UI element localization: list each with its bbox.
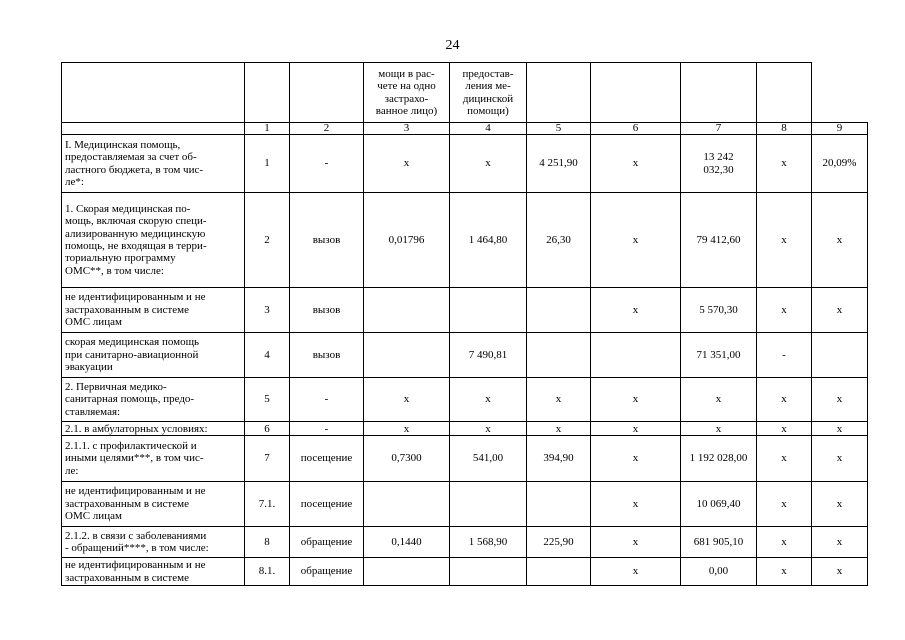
cell-value: 2 — [264, 233, 270, 246]
value-cell-col9 — [757, 193, 812, 288]
value-cell-col6 — [527, 436, 591, 482]
cell-value: x — [403, 393, 410, 406]
value-cell-col7 — [591, 558, 681, 586]
cell-value: вызов — [312, 348, 341, 361]
cell-value: - — [324, 422, 329, 435]
value-cell-col4 — [364, 436, 450, 482]
value-cell-col5 — [450, 135, 527, 193]
value-cell-col3 — [290, 436, 364, 482]
cell-value: x — [781, 535, 787, 548]
row-label-cell — [62, 378, 245, 422]
header-cell-5 — [527, 63, 591, 123]
value-cell-col10 — [812, 135, 868, 193]
value-cell-col8 — [681, 422, 757, 436]
value-cell-col2 — [245, 288, 290, 333]
value-cell-col2 — [245, 135, 290, 193]
table-row — [62, 333, 868, 378]
value-cell-col2 — [245, 193, 290, 288]
row-label-cell — [62, 333, 245, 378]
cell-value: x — [632, 452, 639, 465]
value-cell-col5 — [450, 527, 527, 558]
table-row — [62, 135, 868, 193]
value-cell-col10 — [812, 333, 868, 378]
value-cell-col9 — [757, 482, 812, 527]
cell-value: x — [836, 393, 843, 406]
cell-value: обращение — [300, 565, 353, 578]
value-cell-col5 — [450, 558, 527, 586]
value-cell-col8 — [681, 378, 757, 422]
cell-value: 4 251,90 — [539, 157, 578, 170]
value-cell-col9 — [757, 558, 812, 586]
column-number: 9 — [812, 123, 868, 135]
value-cell-col5 — [450, 378, 527, 422]
value-cell-col4 — [364, 288, 450, 333]
header-text-3: мощи в рас- чете на одно застрахо- ванное лицо) — [375, 67, 438, 117]
value-cell-col6 — [527, 558, 591, 586]
value-cell-col8 — [681, 558, 757, 586]
cell-value: x — [836, 303, 843, 316]
table-row — [62, 288, 868, 333]
table-row — [62, 422, 868, 436]
cell-value: 1 464,80 — [468, 233, 508, 246]
row-label-cell — [62, 436, 245, 482]
value-cell-col8 — [681, 333, 757, 378]
value-cell-col8 — [681, 436, 757, 482]
cell-value: x — [632, 535, 639, 548]
value-cell-col4 — [364, 527, 450, 558]
value-cell-col2 — [245, 422, 290, 436]
row-label: 1. Скорая медицинская по- мощь, включая скорую специ- ализированную медицинскую помощь, не входящая в терри- ториальную программу ОМС**, в том числе: — [65, 202, 207, 277]
value-cell-col3 — [290, 135, 364, 193]
value-cell-col5 — [450, 193, 527, 288]
value-cell-col3 — [290, 193, 364, 288]
value-cell-col8 — [681, 193, 757, 288]
value-cell-col2 — [245, 558, 290, 586]
row-label: скорая медицинская помощь при санитарно-авиационной эвакуации — [65, 336, 200, 374]
cell-value: x — [632, 393, 639, 406]
cell-value: x — [485, 422, 491, 435]
column-number: 1 — [245, 123, 290, 135]
cell-value: 0,00 — [708, 565, 729, 578]
value-cell-col4 — [364, 482, 450, 527]
column-numbers-row — [62, 123, 868, 135]
cell-value: x — [781, 303, 787, 316]
value-cell-col6 — [527, 378, 591, 422]
cell-value: x — [715, 422, 722, 435]
cell-value: x — [403, 422, 410, 435]
table-row — [62, 527, 868, 558]
table-row — [62, 558, 868, 586]
value-cell-col2 — [245, 482, 290, 527]
cell-value: 6 — [264, 422, 270, 435]
cell-value: x — [555, 393, 562, 406]
cell-value: x — [485, 157, 491, 170]
cell-value: 225,90 — [543, 535, 574, 548]
value-cell-col5 — [450, 422, 527, 436]
header-row — [62, 63, 868, 123]
column-number: 3 — [364, 123, 450, 135]
value-cell-col9 — [757, 288, 812, 333]
value-cell-col4 — [364, 558, 450, 586]
row-label: не идентифицированным и не застрахованным в системе — [65, 559, 206, 584]
header-cell-6 — [591, 63, 681, 123]
cell-value: x — [836, 452, 843, 465]
page-number: 24 — [445, 38, 460, 53]
cell-value: 3 — [264, 303, 270, 316]
value-cell-col8 — [681, 482, 757, 527]
cell-value: 79 412,60 — [696, 233, 741, 246]
row-label-cell — [62, 558, 245, 586]
value-cell-col7 — [591, 378, 681, 422]
table-row — [62, 193, 868, 288]
value-cell-col2 — [245, 527, 290, 558]
value-cell-col6 — [527, 482, 591, 527]
value-cell-col9 — [757, 436, 812, 482]
cell-value: 13 242 032,30 — [703, 151, 734, 176]
cell-value: x — [781, 393, 787, 406]
header-cell-7 — [681, 63, 757, 123]
cell-value: x — [836, 565, 843, 578]
cell-value: x — [781, 233, 787, 246]
value-cell-col7 — [591, 527, 681, 558]
value-cell-col7 — [591, 436, 681, 482]
blank-number-cell — [62, 123, 245, 135]
value-cell-col9 — [757, 135, 812, 193]
value-cell-col2 — [245, 333, 290, 378]
cell-value: x — [632, 157, 639, 170]
row-label-cell — [62, 193, 245, 288]
value-cell-col7 — [591, 482, 681, 527]
value-cell-col3 — [290, 558, 364, 586]
value-cell-col2 — [245, 436, 290, 482]
cell-value: 20,09% — [822, 157, 857, 170]
column-number: 7 — [681, 123, 757, 135]
cell-value: x — [632, 303, 639, 316]
column-number: 5 — [527, 123, 591, 135]
value-cell-col6 — [527, 422, 591, 436]
row-label-cell — [62, 422, 245, 436]
cell-value: 7.1. — [258, 497, 276, 510]
cell-value: x — [632, 565, 639, 578]
cell-value: x — [485, 393, 491, 406]
value-cell-col3 — [290, 527, 364, 558]
value-cell-col8 — [681, 135, 757, 193]
value-cell-col5 — [450, 288, 527, 333]
row-label-cell — [62, 527, 245, 558]
value-cell-col6 — [527, 135, 591, 193]
row-label-cell — [62, 288, 245, 333]
cell-value: x — [836, 422, 843, 435]
row-label-cell — [62, 135, 245, 193]
value-cell-col6 — [527, 288, 591, 333]
cell-value: посещение — [300, 497, 353, 510]
column-number: 6 — [591, 123, 681, 135]
cell-value: 7 — [264, 452, 270, 465]
value-cell-col9 — [757, 333, 812, 378]
value-cell-col8 — [681, 288, 757, 333]
value-cell-col10 — [812, 422, 868, 436]
row-label: не идентифицированным и не застрахованным в системе ОМС лицам — [65, 485, 206, 523]
cell-value: 10 069,40 — [696, 497, 741, 510]
value-cell-col9 — [757, 378, 812, 422]
value-cell-col6 — [527, 333, 591, 378]
value-cell-col7 — [591, 422, 681, 436]
column-number: 4 — [450, 123, 527, 135]
cell-value: x — [836, 535, 843, 548]
value-cell-col2 — [245, 378, 290, 422]
value-cell-col6 — [527, 193, 591, 288]
cell-value: x — [836, 233, 843, 246]
cell-value: 26,30 — [546, 233, 571, 246]
cell-value: x — [715, 393, 722, 406]
cell-value: x — [632, 497, 639, 510]
value-cell-col9 — [757, 422, 812, 436]
cell-value: x — [632, 422, 639, 435]
row-label: 2.1.1. с профилактической и иными целями***, в том чис- ле: — [65, 439, 204, 477]
cell-value: 1 — [264, 157, 270, 170]
cell-value: 8.1. — [258, 565, 276, 578]
value-cell-col10 — [812, 558, 868, 586]
cell-value: x — [555, 422, 562, 435]
value-cell-col8 — [681, 527, 757, 558]
cell-value: - — [324, 393, 329, 406]
cell-value: вызов — [312, 303, 341, 316]
cell-value: 4 — [264, 348, 270, 361]
cell-value: обращение — [300, 535, 353, 548]
cell-value: x — [403, 157, 410, 170]
row-label: не идентифицированным и не застрахованным в системе ОМС лицам — [65, 291, 206, 329]
header-cell-1 — [245, 63, 290, 123]
cell-value: - — [324, 157, 329, 170]
cell-value: посещение — [300, 452, 353, 465]
cell-value: 541,00 — [472, 452, 504, 465]
cell-value: 5 — [264, 393, 270, 406]
value-cell-col5 — [450, 482, 527, 527]
row-label-cell — [62, 482, 245, 527]
cell-value: x — [781, 452, 787, 465]
cell-value: x — [781, 565, 787, 578]
value-cell-col4 — [364, 422, 450, 436]
cell-value: x — [781, 497, 787, 510]
header-cell-0 — [62, 63, 245, 123]
cell-value: x — [781, 422, 787, 435]
column-number: 2 — [290, 123, 364, 135]
value-cell-col10 — [812, 378, 868, 422]
cell-value: 8 — [264, 535, 270, 548]
value-cell-col4 — [364, 193, 450, 288]
value-cell-col7 — [591, 333, 681, 378]
value-cell-col4 — [364, 333, 450, 378]
value-cell-col10 — [812, 193, 868, 288]
value-cell-col10 — [812, 436, 868, 482]
row-label: I. Медицинская помощь, предоставляемая за счет об- ластного бюджета, в том чис- ле*: — [65, 138, 204, 188]
cell-value: 394,90 — [543, 452, 574, 465]
header-cell-8 — [757, 63, 812, 123]
header-cell-3 — [364, 63, 450, 123]
financing-table — [61, 62, 868, 586]
header-text-4: предостав- ления ме- дицинской помощи) — [462, 67, 514, 117]
cell-value: 0,1440 — [391, 535, 422, 548]
cell-value: 681 905,10 — [693, 535, 744, 548]
value-cell-col3 — [290, 378, 364, 422]
cell-value: 71 351,00 — [696, 348, 741, 361]
cell-value: x — [836, 497, 843, 510]
cell-value: x — [632, 233, 639, 246]
value-cell-col5 — [450, 333, 527, 378]
value-cell-col10 — [812, 482, 868, 527]
table-row — [62, 378, 868, 422]
value-cell-col5 — [450, 436, 527, 482]
row-label: 2.1.2. в связи с заболеваниями - обращений****, в том числе: — [65, 529, 209, 554]
value-cell-col10 — [812, 288, 868, 333]
cell-value: 1 568,90 — [468, 535, 508, 548]
row-label: 2. Первичная медико- санитарная помощь, предо- ставляемая: — [65, 380, 195, 418]
value-cell-col10 — [812, 527, 868, 558]
cell-value: 0,7300 — [391, 452, 422, 465]
value-cell-col3 — [290, 288, 364, 333]
row-label: 2.1. в амбулаторных условиях: — [65, 422, 208, 435]
value-cell-col7 — [591, 288, 681, 333]
cell-value: 0,01796 — [388, 233, 425, 246]
cell-value: 1 192 028,00 — [689, 452, 748, 465]
value-cell-col3 — [290, 482, 364, 527]
value-cell-col7 — [591, 135, 681, 193]
value-cell-col4 — [364, 378, 450, 422]
value-cell-col6 — [527, 527, 591, 558]
header-cell-2 — [290, 63, 364, 123]
cell-value: вызов — [312, 233, 341, 246]
cell-value: 7 490,81 — [468, 348, 508, 361]
cell-value: x — [781, 157, 787, 170]
column-number: 8 — [757, 123, 812, 135]
value-cell-col3 — [290, 333, 364, 378]
value-cell-col4 — [364, 135, 450, 193]
value-cell-col7 — [591, 193, 681, 288]
cell-value: - — [782, 348, 786, 361]
table-row — [62, 482, 868, 527]
header-cell-4 — [450, 63, 527, 123]
value-cell-col3 — [290, 422, 364, 436]
table-row — [62, 436, 868, 482]
value-cell-col9 — [757, 527, 812, 558]
cell-value: 5 570,30 — [699, 303, 738, 316]
